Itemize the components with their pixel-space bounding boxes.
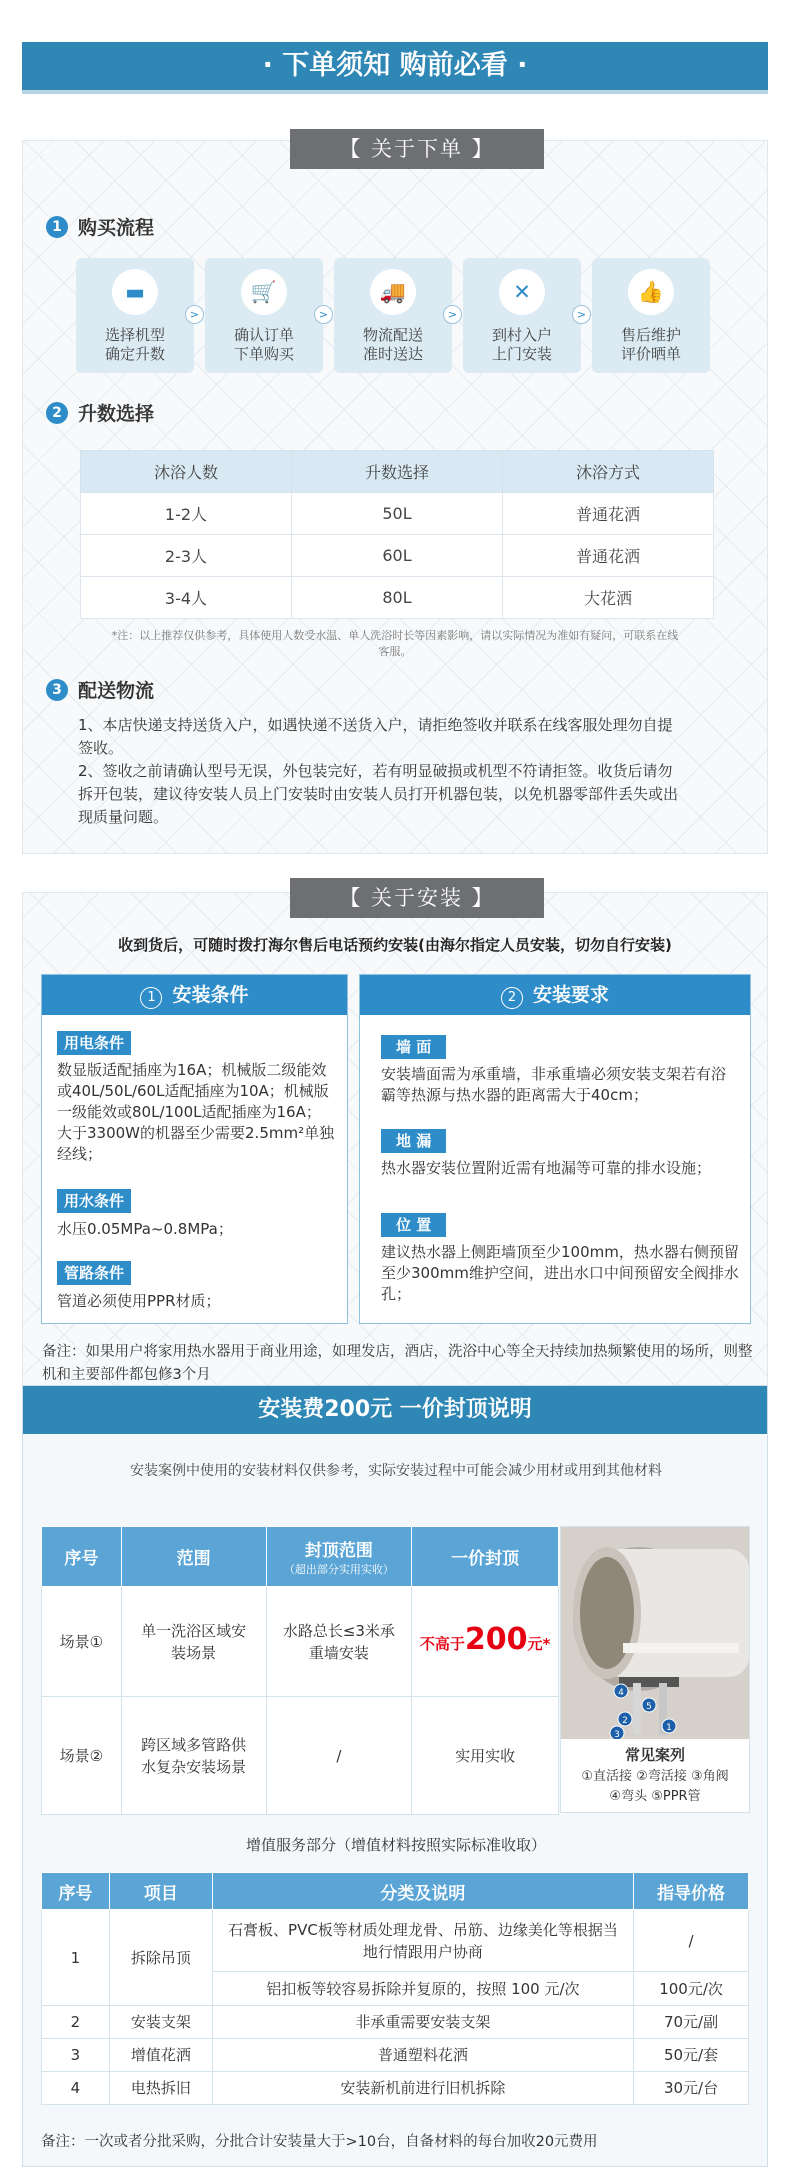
photo-caption: 常见案列 bbox=[624, 1746, 685, 1764]
table-header: 序号 bbox=[42, 1873, 110, 1910]
table-row bbox=[42, 2006, 749, 2039]
table-row bbox=[81, 493, 714, 535]
photo-legend-2: ④弯头 ⑤PPR管 bbox=[609, 1789, 701, 1804]
arrow-icon: > bbox=[185, 305, 204, 324]
delivery-title: 配送物流 bbox=[78, 680, 155, 702]
case-photo bbox=[560, 1526, 750, 1813]
arrow-icon: > bbox=[314, 305, 333, 324]
thumb-up-icon: 👍 bbox=[628, 269, 674, 315]
process-step-4 bbox=[463, 258, 581, 373]
process-step-5 bbox=[592, 258, 710, 373]
table-cell: 石膏板、PVC板等材质处理龙骨、吊筋、边缘美化等根据当地行情跟用户协商 bbox=[212, 1910, 633, 1972]
table-cell: 实用实收 bbox=[412, 1697, 559, 1815]
table-row bbox=[42, 1587, 559, 1697]
table-cell: 安装新机前进行旧机拆除 bbox=[212, 2072, 633, 2105]
step-label: 确认订单 bbox=[233, 326, 294, 344]
table-header: 项目 bbox=[109, 1873, 212, 1910]
water-text: 水压0.05MPa~0.8MPa； bbox=[57, 1220, 233, 1238]
table-cell: 80L bbox=[292, 577, 503, 619]
price-prefix: 不高于 bbox=[419, 1634, 465, 1653]
step-label: 售后维护 bbox=[620, 326, 681, 344]
table-cell: 普通花洒 bbox=[503, 493, 714, 535]
step-label: 上门安装 bbox=[491, 345, 552, 363]
table-header: 范围 bbox=[121, 1527, 266, 1587]
table-cell: 1-2人 bbox=[81, 493, 292, 535]
table-cell: 跨区域多管路供水复杂安装场景 bbox=[121, 1697, 266, 1815]
order-tab-title: 【 关于下单 】 bbox=[290, 129, 544, 169]
vas-title: 增值服务部分（增值材料按照实际标准收取） bbox=[245, 1836, 546, 1854]
water-heater-photo bbox=[561, 1527, 749, 1739]
table-cell: 普通塑料花洒 bbox=[212, 2039, 633, 2072]
step-label: 确定升数 bbox=[104, 345, 165, 363]
step-label: 准时送达 bbox=[362, 345, 423, 363]
price-value: 200 bbox=[464, 1621, 528, 1657]
step-number-2: 2 bbox=[46, 402, 68, 424]
table-header: 沐浴人数 bbox=[81, 451, 292, 493]
table-cell: 单一洗浴区域安装场景 bbox=[121, 1587, 266, 1697]
step-label: 物流配送 bbox=[362, 326, 423, 344]
table-cell: 拆除吊顶 bbox=[109, 1910, 212, 2006]
install-requirements-title: 安装要求 bbox=[532, 984, 609, 1006]
electric-text: 数显版适配插座为16A；机械版二级能效或40L/50L/60L适配插座为10A；机械版一级能效或80L/100L适配插座为16A；大于3300W的机器至少需要2.5mm²单独经线； bbox=[57, 1061, 335, 1163]
tag-wall: 墙 面 bbox=[381, 1035, 446, 1059]
capacity-select-title: 升数选择 bbox=[78, 403, 155, 425]
marker-label: 3 bbox=[614, 1730, 620, 1739]
table-header: 沐浴方式 bbox=[503, 451, 714, 493]
capacity-table bbox=[80, 450, 714, 619]
pipe-text: 管道必须使用PPR材质； bbox=[57, 1292, 221, 1310]
table-cell: 非承重需要安装支架 bbox=[212, 2006, 633, 2039]
process-step-3 bbox=[334, 258, 452, 373]
drain-text: 热水器安装位置附近需有地漏等可靠的排水设施； bbox=[381, 1159, 712, 1177]
table-row bbox=[81, 577, 714, 619]
table-row bbox=[81, 535, 714, 577]
table-header: 一价封顶 bbox=[412, 1527, 559, 1587]
table-cell: 30元/台 bbox=[634, 2072, 749, 2105]
step-number-3: 3 bbox=[46, 679, 68, 701]
table-cell: / bbox=[266, 1697, 412, 1815]
tools-icon: ✕ bbox=[499, 269, 545, 315]
table-cell: 50L bbox=[292, 493, 503, 535]
table-header: 序号 bbox=[42, 1527, 122, 1587]
table-header: 指导价格 bbox=[634, 1873, 749, 1910]
table-cell: 2-3人 bbox=[81, 535, 292, 577]
table-cell: 场景① bbox=[42, 1587, 122, 1697]
step-label: 到村入户 bbox=[491, 326, 552, 344]
table-cell: 增值花洒 bbox=[109, 2039, 212, 2072]
table-cell: 水路总长≤3米承重墙安装 bbox=[266, 1587, 412, 1697]
fee-section bbox=[22, 1385, 768, 2167]
photo-legend-1: ①直活接 ②弯活接 ③角阀 bbox=[581, 1769, 729, 1784]
step-label: 评价晒单 bbox=[620, 345, 681, 363]
table-cell: 70元/副 bbox=[634, 2006, 749, 2039]
table-header: 封顶范围 bbox=[304, 1541, 373, 1561]
circle-number: 2 bbox=[501, 987, 523, 1009]
table-cell: / bbox=[634, 1910, 749, 1972]
page-banner: · 下单须知 购前必看 · bbox=[22, 42, 768, 90]
step-number-1: 1 bbox=[46, 216, 68, 238]
truck-icon: 🚚 bbox=[370, 269, 416, 315]
install-tab-title: 【 关于安装 】 bbox=[290, 878, 544, 918]
fee-subtitle: 安装案例中使用的安装材料仅供参考，实际安装过程中可能会减少用材或用到其他材料 bbox=[130, 1463, 662, 1479]
install-intro: 收到货后，可随时拨打海尔售后电话预约安装(由海尔指定人员安装，切勿自行安装) bbox=[118, 936, 672, 954]
table-cell: 电热拆旧 bbox=[109, 2072, 212, 2105]
table-cell: 铝扣板等较容易拆除并复原的，按照 100 元/次 bbox=[212, 1972, 633, 2006]
arrow-icon: > bbox=[443, 305, 462, 324]
step-label: 下单购买 bbox=[233, 345, 294, 363]
price-suffix: 元* bbox=[527, 1634, 551, 1653]
table-cell: 安装支架 bbox=[109, 2006, 212, 2039]
table-header-sub: （超出部分实用实收） bbox=[283, 1563, 394, 1576]
delivery-paragraph-1: 1、本店快递支持送货入户，如遇快递不送货入户，请拒绝签收并联系在线客服处理勿自提签收。 bbox=[78, 716, 673, 757]
tag-pipe: 管路条件 bbox=[57, 1261, 131, 1285]
install-conditions-title: 安装条件 bbox=[172, 984, 249, 1006]
table-row bbox=[42, 1697, 559, 1815]
capacity-note: *注：以上推荐仅供参考，具体使用人数受水温、单人洗浴时长等因素影响，请以实际情况为准如有疑问，可联系在线客服。 bbox=[111, 629, 679, 658]
table-cell: 3-4人 bbox=[81, 577, 292, 619]
process-step-1 bbox=[76, 258, 194, 373]
circle-number: 1 bbox=[140, 987, 162, 1009]
table-cell: 大花洒 bbox=[503, 577, 714, 619]
tag-drain: 地 漏 bbox=[381, 1129, 446, 1153]
table-header: 升数选择 bbox=[292, 451, 503, 493]
tv-icon: ▬ bbox=[112, 269, 158, 315]
table-row bbox=[42, 2072, 749, 2105]
table-cell: 2 bbox=[42, 2006, 110, 2039]
table-cell: 4 bbox=[42, 2072, 110, 2105]
delivery-paragraph-2: 2、签收之前请确认型号无误，外包装完好，若有明显破损或机型不符请拒签。收货后请勿拆开包装，建议待安装人员上门安装时由安装人员打开机器包装，以免机器零部件丢失或出现质量问题。 bbox=[78, 762, 679, 826]
fee-note: 备注：一次或者分批采购，分批合计安装量大于>10台，自备材料的每台加收20元费用 bbox=[41, 2134, 598, 2150]
table-cell: 100元/次 bbox=[634, 1972, 749, 2006]
marker-label: 2 bbox=[622, 1716, 628, 1726]
wall-text: 安装墙面需为承重墙，非承重墙必须安装支架若有浴霸等热源与热水器的距离需大于40cm； bbox=[381, 1065, 727, 1104]
tag-water: 用水条件 bbox=[57, 1189, 131, 1213]
marker-label: 4 bbox=[618, 1688, 624, 1698]
table-cell: 60L bbox=[292, 535, 503, 577]
step-label: 选择机型 bbox=[104, 326, 165, 344]
table-header: 分类及说明 bbox=[212, 1873, 633, 1910]
position-text: 建议热水器上侧距墙顶至少100mm，热水器右侧预留至少300mm维护空间，进出水口中间预留安全阀排水孔； bbox=[381, 1243, 739, 1303]
table-cell: 普通花洒 bbox=[503, 535, 714, 577]
marker-label: 5 bbox=[646, 1702, 652, 1712]
table-row bbox=[42, 1910, 749, 1972]
table-cell: 场景② bbox=[42, 1697, 122, 1815]
fee-title: 安装费200元 一价封顶说明 bbox=[23, 1386, 767, 1434]
marker-label: 1 bbox=[666, 1723, 672, 1733]
cart-icon: 🛒 bbox=[241, 269, 287, 315]
arrow-icon: > bbox=[572, 305, 591, 324]
install-remark: 备注：如果用户将家用热水器用于商业用途，如理发店，酒店，洗浴中心等全天持续加热频繁使用的场所，则整机和主要部件都包修3个月 bbox=[42, 1344, 753, 1383]
process-step-2 bbox=[205, 258, 323, 373]
table-cell: 3 bbox=[42, 2039, 110, 2072]
tag-electric: 用电条件 bbox=[57, 1031, 131, 1055]
table-cell: 50元/套 bbox=[634, 2039, 749, 2072]
value-added-table bbox=[41, 1872, 749, 2105]
table-cell: 1 bbox=[42, 1910, 110, 2006]
fee-table bbox=[41, 1526, 559, 1815]
purchase-process-title: 购买流程 bbox=[78, 217, 155, 239]
tag-position: 位 置 bbox=[381, 1213, 446, 1237]
table-row bbox=[42, 2039, 749, 2072]
